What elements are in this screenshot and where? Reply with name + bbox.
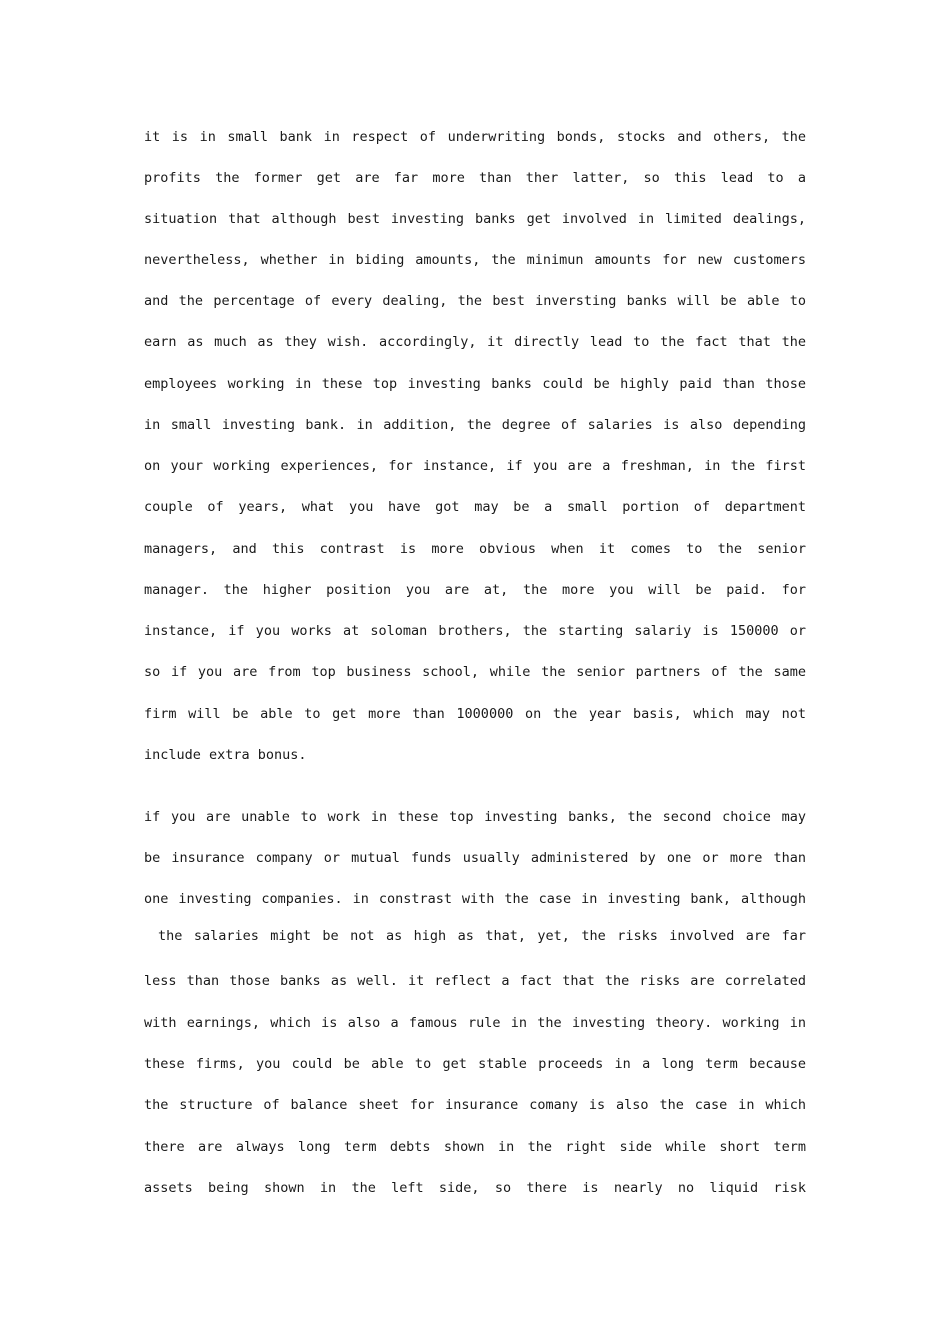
paragraph-line: couple of years, what you have got may be a small portion of department	[144, 499, 806, 515]
paragraph-line: earn as much as they wish. accordingly, it directly lead to the fact that the	[144, 334, 806, 350]
paragraph-line: it is in small bank in respect of underwriting bonds, stocks and others, the	[144, 129, 806, 145]
paragraph-line: the salaries might be not as high as that, yet, the risks involved are far	[158, 928, 806, 944]
paragraph-line: one investing companies. in constrast with the case in investing bank, although	[144, 891, 806, 907]
paragraph-line: firm will be able to get more than 1000000 on the year basis, which may not	[144, 706, 806, 722]
paragraph-line: if you are unable to work in these top investing banks, the second choice may	[144, 809, 806, 825]
paragraph-line: managers, and this contrast is more obvious when it comes to the senior	[144, 541, 806, 557]
paragraph-line: there are always long term debts shown in the right side while short term	[144, 1139, 806, 1155]
paragraph-line: so if you are from top business school, while the senior partners of the same	[144, 664, 806, 680]
paragraph-line: less than those banks as well. it reflect a fact that the risks are correlated	[144, 973, 806, 989]
paragraph-line: with earnings, which is also a famous rule in the investing theory. working in	[144, 1015, 806, 1031]
paragraph-1	[144, 127, 806, 767]
paragraph-line: and the percentage of every dealing, the best inversting banks will be able to	[144, 293, 806, 309]
paragraph-line: instance, if you works at soloman brothers, the starting salariy is 150000 or	[144, 623, 806, 639]
paragraph-line: manager. the higher position you are at, the more you will be paid. for	[144, 582, 806, 598]
paragraph-line: the structure of balance sheet for insurance comany is also the case in which	[144, 1097, 806, 1113]
paragraph-line: include extra bonus.	[144, 747, 307, 763]
paragraph-line: situation that although best investing banks get involved in limited dealings,	[144, 211, 806, 227]
paragraph-line: assets being shown in the left side, so there is nearly no liquid risk	[144, 1180, 806, 1196]
paragraph-line: on your working experiences, for instance, if you are a freshman, in the first	[144, 458, 806, 474]
paragraph-line: in small investing bank. in addition, the degree of salaries is also depending	[144, 417, 806, 433]
paragraph-line: nevertheless, whether in biding amounts, the minimun amounts for new customers	[144, 252, 806, 268]
paragraph-line: employees working in these top investing banks could be highly paid than those	[144, 376, 806, 392]
paragraph-line: these firms, you could be able to get stable proceeds in a long term because	[144, 1056, 806, 1072]
paragraph-2	[144, 807, 806, 1199]
paragraph-line: profits the former get are far more than ther latter, so this lead to a	[144, 170, 806, 186]
paragraph-line: be insurance company or mutual funds usually administered by one or more than	[144, 850, 806, 866]
